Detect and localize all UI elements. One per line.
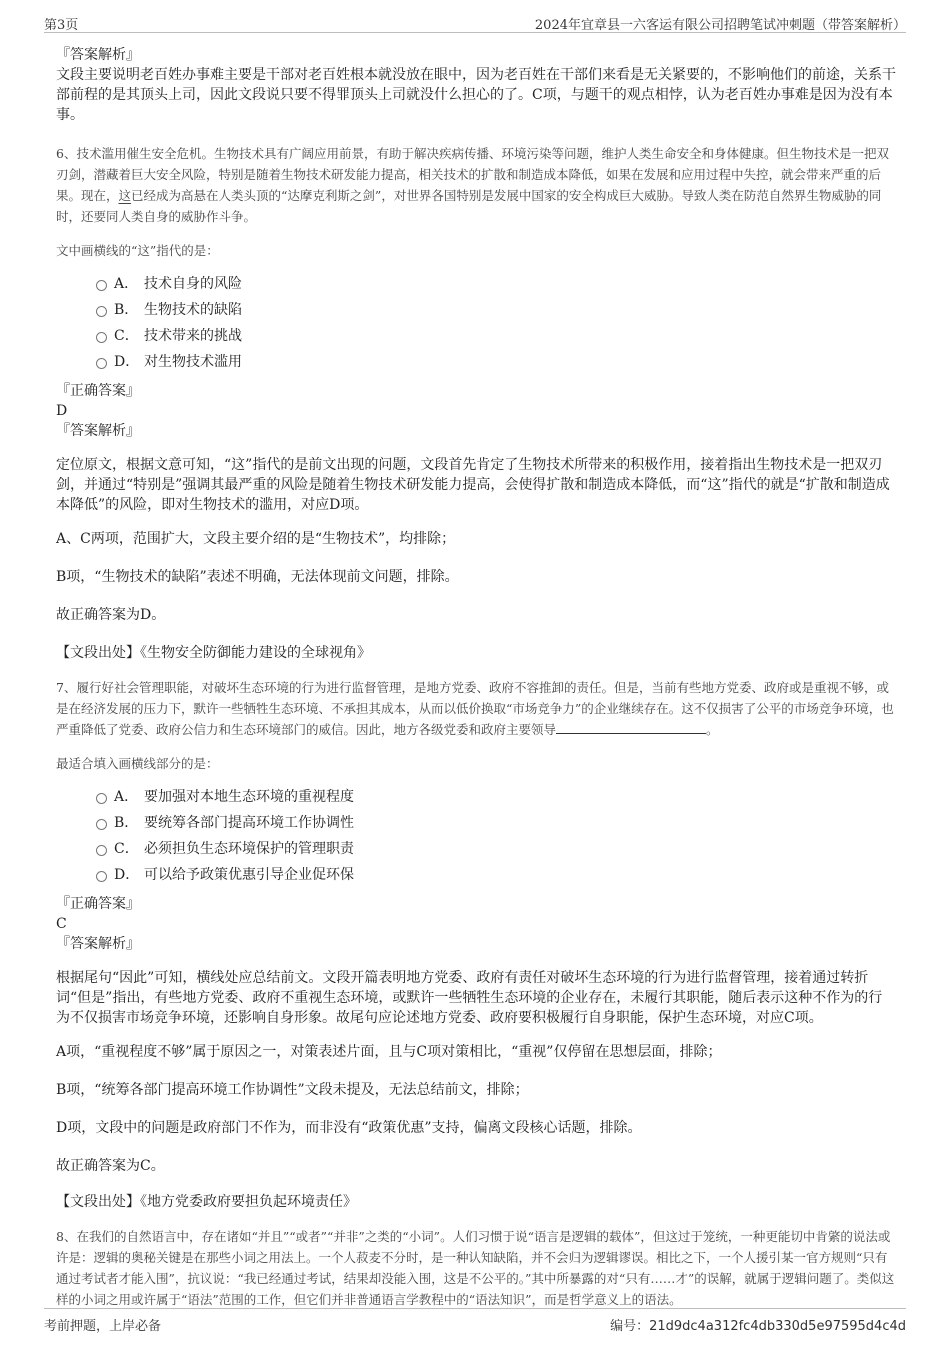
q6-analysis-p2: A、C两项，范围扩大，文段主要介绍的是“生物技术”，均排除；: [56, 531, 456, 547]
q6-answer: D: [56, 403, 68, 419]
q6-option-d[interactable]: D． 对生物技术滥用: [56, 349, 896, 375]
q5-analysis-tag: 『答案解析』: [56, 47, 140, 63]
q6-text-a: 6、技术滥用催生安全危机。生物技术具有广阔应用前景，有助于解决疾病传播、环境污染等问题，维护人类生命安全和身体健康。但生物技术是一把双刃剑，潜藏着巨大安全风险，特别是随着生物技术研发能力提高，相关技术的扩散和制造成本降低，如果在发展和应用过程中失控，就会带来严重的后果。现在，: [56, 146, 889, 203]
radio-icon[interactable]: [96, 793, 107, 804]
q7-option-d[interactable]: D． 可以给予政策优惠引导企业促环保: [56, 862, 896, 888]
document-code: [610, 1315, 906, 1334]
q6-question: [56, 143, 896, 227]
page-header: [44, 10, 906, 33]
radio-icon[interactable]: [96, 306, 107, 317]
q7-analysis-p1: 根据尾句“因此”可知，横线处应总结前文。文段开篇表明地方党委、政府有责任对破坏生态环境的行为进行监督管理，接着通过转折词“但是”指出，有些地方党委、政府不重视生态环境，或默许一些牺牲生态环境的企业存在，未履行其职能，随后表示这种不作为的行为不仅损害市场竞争环境，还影响自身形象。故尾句应论述地方党委、政府要积极履行自身职能，保护生态环境，对应C项。: [56, 970, 883, 1026]
q6-analysis-p4: 故正确答案为D。: [56, 607, 166, 623]
q7-analysis-tag: 『答案解析』: [56, 936, 140, 952]
q7-option-b[interactable]: B． 要统筹各部门提高环境工作协调性: [56, 810, 896, 836]
footer-slogan: 考前押题，上岸必备: [44, 1319, 162, 1334]
q6-option-b[interactable]: B． 生物技术的缺陷: [56, 297, 896, 323]
q7-options: [56, 784, 896, 888]
q7-blank: [556, 721, 706, 734]
q8-question: 8、在我们的自然语言中，存在诸如“并且”“或者”“并非”之类的“小词”。人们习惯于说“语言是逻辑的载体”，但这过于笼统，一种更能切中肯綮的说法或许是：逻辑的奥秘关键是在那些小词之用法上。一个人菽麦不分时，是一种认知缺陷，并不会归为逻辑谬误。相比之下，一个人援引某一官方规则“只有通过考试者才能入围”，抗议说：“我已经通过考试，结果却没能入围，这是不公平的。”其中所暴露的对“只有……才”的误解，就属于逻辑问题了。类似这样的小词之用或许属于“语法”范围的工作，但它们并非普通语言学教程中的“语法知识”，而是哲学意义上的语法。: [56, 1229, 895, 1307]
q6-analysis-p3: B项，“生物技术的缺陷”表述不明确，无法体现前文问题，排除。: [56, 569, 459, 585]
q7-question: [56, 677, 896, 740]
code-label: 编号：: [610, 1319, 650, 1334]
radio-icon[interactable]: [96, 871, 107, 882]
q6-options: [56, 271, 896, 375]
q7-option-a[interactable]: A． 要加强对本地生态环境的重视程度: [56, 784, 896, 810]
radio-icon[interactable]: [96, 358, 107, 369]
code-value: 21d9dc4a312fc4db330d5e97595d4c4d: [649, 1319, 906, 1334]
q6-option-a[interactable]: A． 技术自身的风险: [56, 271, 896, 297]
q7-analysis-p2: A项，“重视程度不够”属于原因之一，对策表述片面，且与C项对策相比，“重视”仅停留在思想层面，排除；: [56, 1044, 722, 1060]
q6-prompt: 文中画横线的“这”指代的是：: [56, 243, 219, 258]
q7-analysis-p5: 故正确答案为C。: [56, 1158, 165, 1174]
document-title: 2024年宜章县一六客运有限公司招聘笔试冲刺题（带答案解析）: [534, 18, 906, 33]
q7-prompt: 最适合填入画横线部分的是：: [56, 756, 219, 771]
q7-text-a: 7、履行好社会管理职能，对破坏生态环境的行为进行监督管理，是地方党委、政府不容推卸的责任。但是，当前有些地方党委、政府或是重视不够，或是在经济发展的压力下，默许一些牺牲生态环境、不承担其成本，从而以低价换取“市场竞争力”的企业继续存在。这不仅损害了公平的市场竞争环境，也严重降低了党委、政府公信力和生态环境部门的威信。因此，地方各级党委和政府主要领导: [56, 680, 894, 737]
q6-source: 【文段出处】《生物安全防御能力建设的全球视角》: [56, 645, 371, 661]
q6-underlined-word: 这: [118, 188, 132, 203]
q7-text-b: 。: [706, 722, 719, 737]
radio-icon[interactable]: [96, 280, 107, 291]
q7-answer: C: [56, 916, 67, 932]
q7-analysis-p4: D项，文段中的问题是政府部门不作为，而非没有“政策优惠”支持，偏离文段核心话题，排除。: [56, 1120, 642, 1136]
radio-icon[interactable]: [96, 845, 107, 856]
page-footer: [44, 1308, 906, 1337]
q6-correct-tag: 『正确答案』: [56, 383, 140, 399]
document-body: [56, 45, 896, 1310]
q6-analysis-p1: 定位原文，根据文意可知，“这”指代的是前文出现的问题，文段首先肯定了生物技术所带来的积极作用，接着指出生物技术是一把双刃剑，并通过“特别是”强调其最严重的风险是随着生物技术研发能力提高，会使得扩散和制造成本降低，而“这”指代的就是“扩散和制造成本降低”的风险，即对生物技术的滥用，对应D项。: [56, 457, 890, 513]
q6-option-c[interactable]: C． 技术带来的挑战: [56, 323, 896, 349]
q6-analysis-tag: 『答案解析』: [56, 423, 140, 439]
q7-source: 【文段出处】《地方党委政府要担负起环境责任》: [56, 1194, 357, 1210]
radio-icon[interactable]: [96, 819, 107, 830]
radio-icon[interactable]: [96, 332, 107, 343]
q6-text-b: 已经成为高悬在人类头顶的“达摩克利斯之剑”，对世界各国特别是发展中国家的安全构成巨大威胁。导致人类在防范自然界生物威胁的同时，还要同人类自身的威胁作斗争。: [56, 188, 882, 224]
q7-correct-tag: 『正确答案』: [56, 896, 140, 912]
q5-analysis-text: 文段主要说明老百姓办事难主要是干部对老百姓根本就没放在眼中，因为老百姓在干部们来看是无关紧要的，不影响他们的前途，关系干部前程的是其顶头上司，因此文段说只要不得罪顶头上司就没什么担心的了。C项，与题干的观点相悖，认为老百姓办事难是因为没有本事。: [56, 67, 896, 123]
q7-analysis-p3: B项，“统筹各部门提高环境工作协调性”文段未提及，无法总结前文，排除；: [56, 1082, 529, 1098]
page-number: 第3页: [44, 18, 79, 33]
q7-option-c[interactable]: C． 必须担负生态环境保护的管理职责: [56, 836, 896, 862]
